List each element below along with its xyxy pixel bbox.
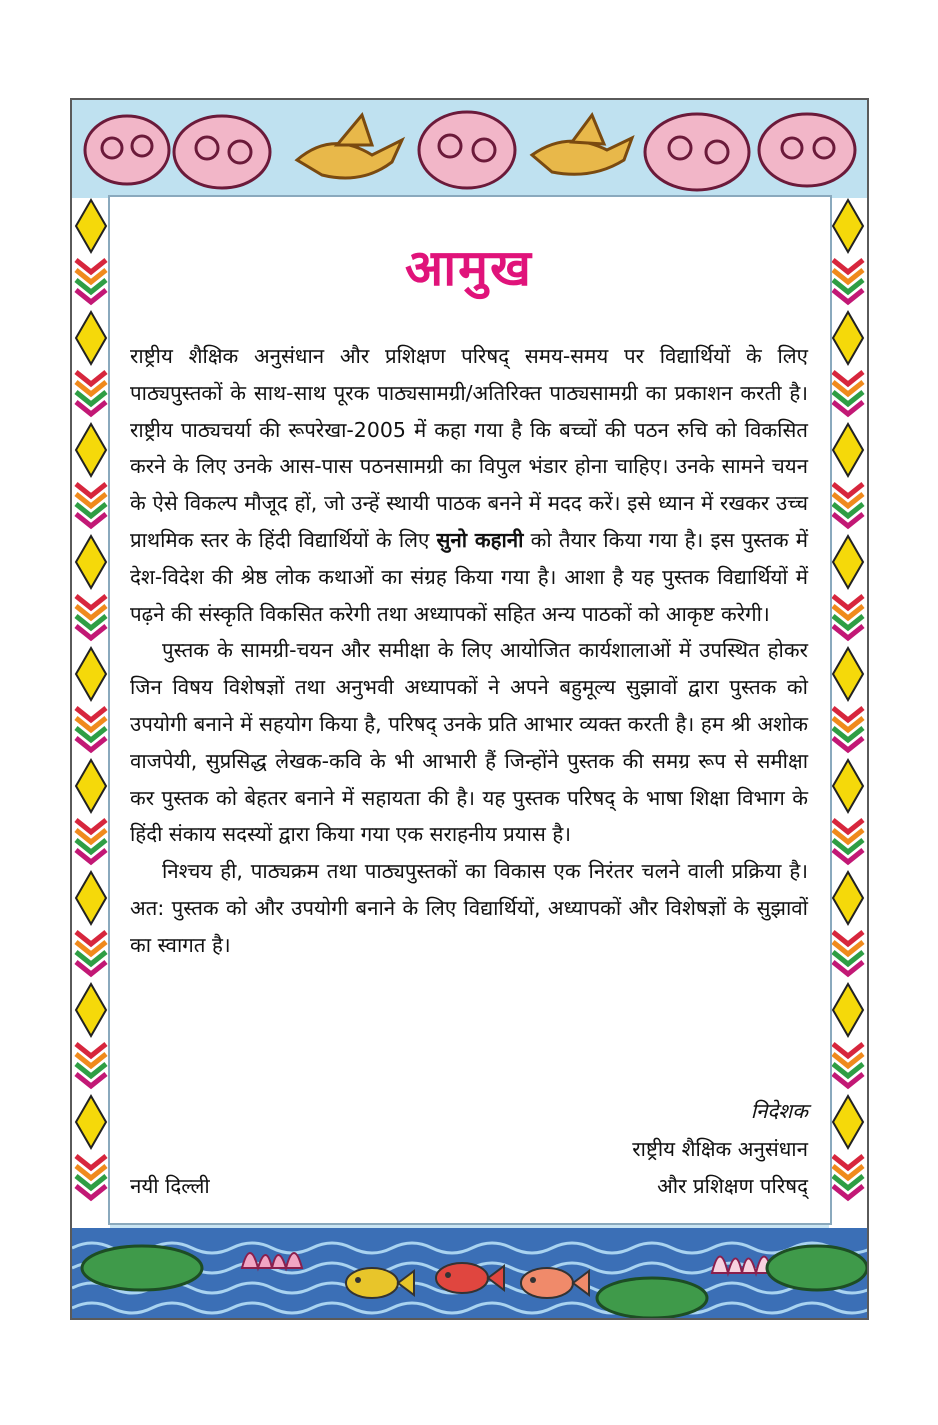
bottom-border-illustration <box>72 1228 867 1318</box>
paragraph-2: पुस्तक के सामग्री-चयन और समीक्षा के लिए आयोजित कार्यशालाओं में उपस्थित होकर जिन विषय विशेषज्ञों तथा अनुभवी अध्यापकों ने अपने बहुमूल्य सुझावों द्वारा पुस्तक को उपयोगी बनाने में सहयोग किया है, परिषद् उनके प्रति आभार व्यक्त करती है। हम श्री अशोक वाजपेयी, सुप्रसिद्ध लेखक-कवि के भी आभारी हैं जिन्होंने पुस्तक की समग्र रूप से समीक्षा कर पुस्तक को बेहतर बनाने में सहायता की है। यह पुस्तक परिषद् के भाषा शिक्षा विभाग के हिंदी संकाय सदस्यों द्वारा किया गया एक सराहनीय प्रयास है। <box>130 638 808 847</box>
lily-pad-icon <box>597 1278 707 1318</box>
page-title: आमुख <box>405 239 533 297</box>
paragraph-1-start: राष्ट्रीय शैक्षिक अनुसंधान और प्रशिक्षण परिषद् समय-समय पर विद्यार्थियों के लिए पाठ्यपुस्तकों के साथ-साथ पूरक पाठ्यसामग्री/अतिरिक्त पाठ्यसामग्री का प्रकाशन करती है। राष्ट्रीय पाठ्यचर्या की रूपरेखा-2005 में कहा गया है कि बच्चों की पठन रुचि को विकसित करने के लिए उनके आस-पास पठनसामग्री का विपुल भंडार होना चाहिए। उनके सामने चयन के ऐसे विकल्प मौजूद हों, जो उन्हें स्थायी पाठक बनने में मदद करें। इसे ध्यान में रखकर उच्च प्राथमिक स्तर के हिंदी विद्यार्थियों के लिए <box>130 344 808 552</box>
right-border-pattern <box>829 198 867 1228</box>
cloud-icon <box>419 112 515 188</box>
top-border-illustration <box>72 100 867 198</box>
paragraph-3: निश्चय ही, पाठ्यक्रम तथा पाठ्यपुस्तकों का विकास एक निरंतर चलने वाली प्रक्रिया है। अत: पुस्तक को और उपयोगी बनाने के लिए विद्यार्थियों, अध्यापकों और विशेषज्ञों के सुझावों का स्वागत है। <box>130 859 808 957</box>
signature-org-line2: और प्रशिक्षण परिषद् <box>657 1174 808 1198</box>
lily-pad-icon <box>767 1246 867 1290</box>
signature-role: निदेशक <box>750 1099 808 1123</box>
book-title: सुनो कहानी <box>436 527 524 552</box>
paragraph-1-end: को तैयार किया गया है। इस पुस्तक में देश-विदेश की श्रेष्ठ लोक कथाओं का संग्रह किया गया है। आशा है यह पुस्तक विद्यार्थियों में पढ़ने की संस्कृति विकसित करेगी तथा अध्यापकों सहित अन्य पाठकों को आकृष्ट करेगी। <box>130 527 808 626</box>
lily-pad-icon <box>82 1246 202 1290</box>
signature-org-line1: राष्ट्रीय शैक्षिक अनुसंधान <box>632 1137 808 1161</box>
place: नयी दिल्ली <box>130 1174 210 1198</box>
body-text <box>130 338 808 964</box>
left-border-pattern <box>72 198 110 1228</box>
paragraph-1 <box>130 338 808 632</box>
